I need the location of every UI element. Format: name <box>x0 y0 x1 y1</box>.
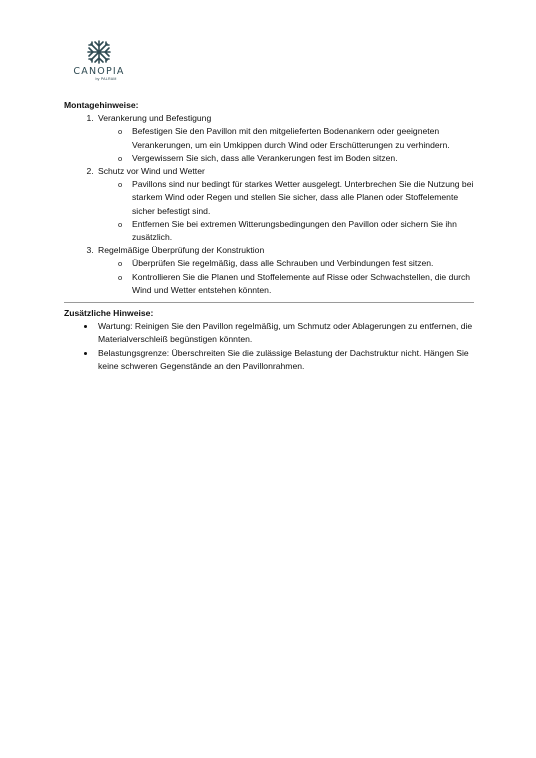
sub-list <box>98 257 476 297</box>
list-item <box>96 165 476 244</box>
sub-list-item: o Befestigen Sie den Pavillon mit den mitgelieferten Bodenankern oder geeigneten Verankerungen, um ein Umkippen durch Wind oder Erschütterungen zu verhindern. <box>132 125 476 151</box>
canopia-logo <box>68 39 130 82</box>
list-item <box>96 244 476 297</box>
sub-list <box>98 178 476 244</box>
list-item-title: Regelmäßige Überprüfung der Konstruktion <box>98 245 265 256</box>
sub-list-item: o Entfernen Sie bei extremen Witterungsbedingungen den Pavillon oder sichern Sie ihn zusätzlich. <box>132 218 476 244</box>
section-heading-montage: Montagehinweise: <box>64 100 139 110</box>
sub-list-item: o Überprüfen Sie regelmäßig, dass alle Schrauben und Verbindungen fest sitzen. <box>132 257 476 270</box>
brand-name: CANOPIA <box>73 66 125 77</box>
sub-list-item: o Vergewissern Sie sich, dass alle Verankerungen fest im Boden sitzen. <box>132 152 476 165</box>
sub-list-item: o Kontrollieren Sie die Planen und Stoffelemente auf Risse oder Schwachstellen, die durch Wind und Wetter entstehen könnten. <box>132 271 476 297</box>
brand-byline: by PALRAM <box>95 77 117 81</box>
montage-list <box>64 112 476 297</box>
list-item-title: Schutz vor Wind und Wetter <box>98 166 205 177</box>
bullet-item: • Belastungsgrenze: Überschreiten Sie die zulässige Belastung der Dachstruktur nicht. Hängen Sie keine schweren Gegenstände an den Pavillonrahmen. <box>96 347 476 373</box>
document-content <box>64 99 476 373</box>
bullet-item: • Wartung: Reinigen Sie den Pavillon regelmäßig, um Schmutz oder Ablagerungen zu entfernen, die Materialverschleiß begünstigen könnten. <box>96 320 476 346</box>
list-item-title: Verankerung und Befestigung <box>98 113 212 124</box>
snowflake-leaf-icon <box>86 39 112 65</box>
horizontal-divider <box>64 302 474 303</box>
sub-list <box>98 125 476 165</box>
sub-list-item: o Pavillons sind nur bedingt für starkes Wetter ausgelegt. Unterbrechen Sie die Nutzung bei starkem Wind oder Regen und stellen Sie sicher, dass alle Planen oder Stoffelemente sicher befestigt sind. <box>132 178 476 218</box>
hinweise-list <box>64 320 476 373</box>
list-item <box>96 112 476 165</box>
section-heading-hinweise: Zusätzliche Hinweise: <box>64 308 154 319</box>
